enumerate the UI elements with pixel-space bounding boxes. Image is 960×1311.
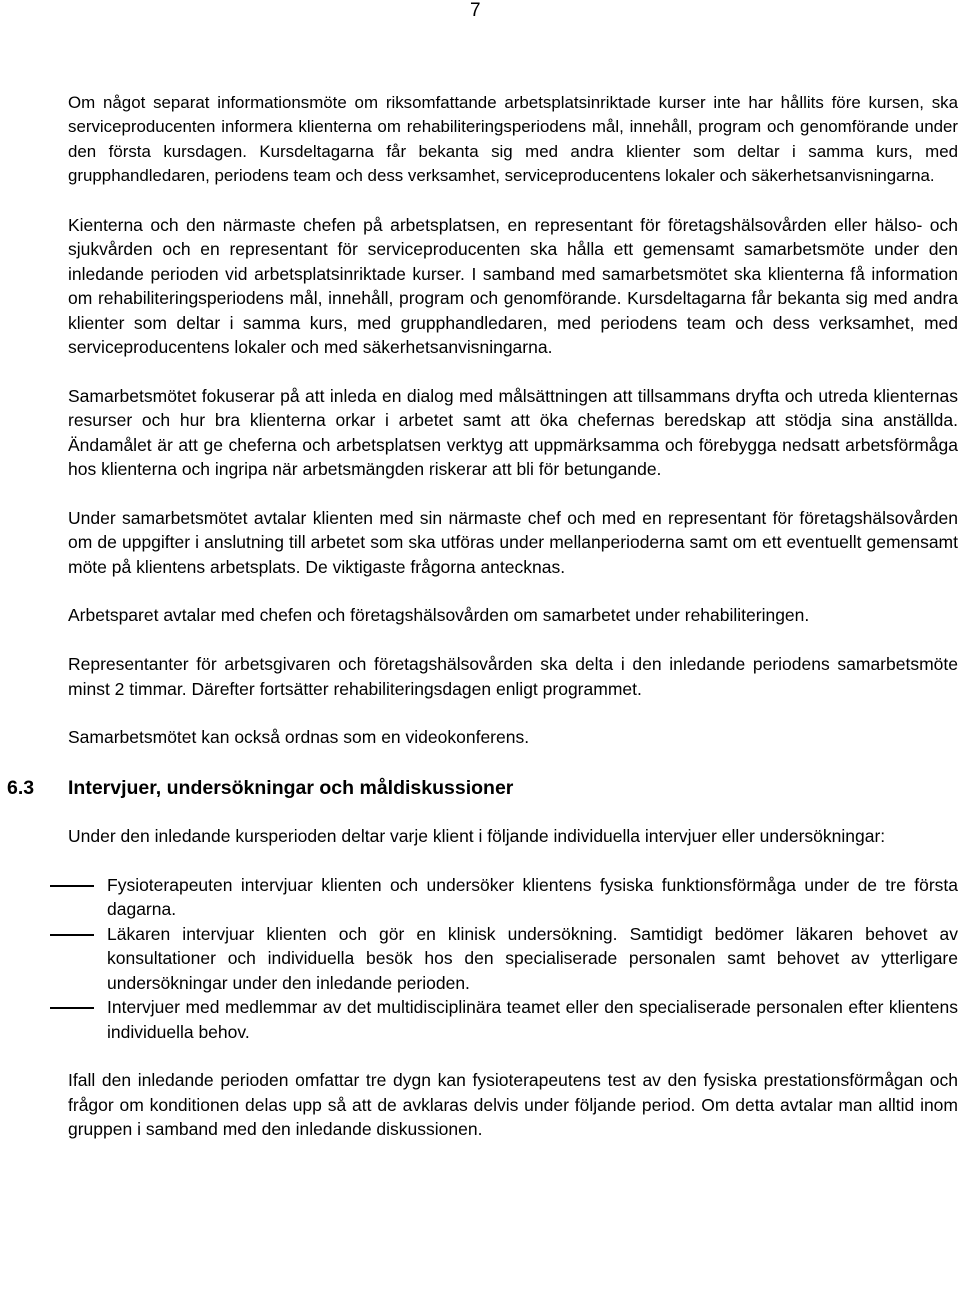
paragraph-meeting-focus: Samarbetsmötet fokuserar på att inleda en dialog med målsättningen att tillsammans dryfta och utreda klienternas resurser och hur bra klienterna orkar i arbetet samt att öka chefernas beredskap att stödja sina anställda. Ändamålet är att ge cheferna och arbetsplatsen verktyg att uppmärksamma och förebygga nedsatt arbetsförmåga hos klienterna och ingripa när arbetsmängden riskerar att bli för betungande. bbox=[68, 385, 958, 480]
interview-list bbox=[68, 873, 958, 1044]
paragraph-work-pair: Arbetsparet avtalar med chefen och företagshälsovården om samarbetet under rehabiliteringen. bbox=[68, 605, 810, 626]
paragraph-cooperation-meeting: Kienterna och den närmaste chefen på arbetsplatsen, en representant för företagshälsovården eller hälso- och sjukvården och en representant för serviceproducenten ska hålla ett gemensamt samarbetsmöte under den inledande perioden vid arbetsplatsinriktade kurser. I samband med samarbetsmötet ska klienterna få information om rehabiliteringsperiodens mål, innehåll, program och genomförande. Kursdeltagarna får bekanta sig med andra klienter som deltar i samma kurs, med grupphandledaren, med periodens team och dess verksamhet, med serviceproducentens lokaler och med säkerhetsanvisningarna. bbox=[68, 215, 958, 358]
section-intro: Under den inledande kursperioden deltar varje klient i följande individuella intervjuer eller undersökningar: bbox=[68, 826, 886, 847]
paragraph-information-meeting: Om något separat informationsmöte om riksomfattande arbetsplatsinriktade kurser inte har hållits före kursen, ska serviceproducenten informera klienterna om rehabiliteringsperiodens mål, innehåll, program och genomförande under den första kursdagen. Kursdeltagarna får bekanta sig med andra klienter som deltar i samma kurs, med grupphandledaren, periodens team och dess verksamhet, serviceproducentens lokaler och säkerhetsanvisningarna. bbox=[68, 93, 958, 186]
list-item bbox=[68, 995, 958, 1044]
paragraph-closing: Ifall den inledande perioden omfattar tre dygn kan fysioterapeutens test av den fysiska prestationsförmågan och frågor om konditionen delas upp så att de avklaras delvis under följande period. Om detta avtalar man alltid inom gruppen i samband med den inledande diskussionen. bbox=[68, 1070, 958, 1140]
document-body bbox=[7, 91, 958, 1166]
page-number: 7 bbox=[470, 0, 481, 21]
dash-bullet-icon bbox=[50, 885, 94, 887]
section-heading bbox=[7, 774, 958, 802]
list-item bbox=[68, 922, 958, 995]
paragraph-video-conference: Samarbetsmötet kan också ordnas som en videokonferens. bbox=[68, 727, 530, 748]
paragraph-representatives: Representanter för arbetsgivaren och företagshälsovården ska delta i den inledande periodens samarbetsmöte minst 2 timmar. Därefter fortsätter rehabiliteringsdagen enligt programmet. bbox=[68, 654, 958, 699]
list-item-text: Intervjuer med medlemmar av det multidisciplinära teamet eller den specialiserade personalen efter klientens individuella behov. bbox=[107, 997, 958, 1042]
list-item-text: Fysioterapeuten intervjuar klienten och undersöker klientens fysiska funktionsförmåga under de tre första dagarna. bbox=[107, 875, 958, 920]
dash-bullet-icon bbox=[50, 1007, 94, 1009]
section-number: 6.3 bbox=[7, 777, 35, 800]
dash-bullet-icon bbox=[50, 934, 94, 936]
section-title: Intervjuer, undersökningar och måldiskussioner bbox=[68, 777, 514, 800]
list-item bbox=[68, 873, 958, 922]
list-item-text: Läkaren intervjuar klienten och gör en klinisk undersökning. Samtidigt bedömer läkaren behovet av konsultationer och individuella besök hos den specialiserade personalen samt behovet av ytterligare undersökningar under den inledande perioden. bbox=[107, 923, 958, 993]
paragraph-meeting-agreements: Under samarbetsmötet avtalar klienten med sin närmaste chef och med en representant för företagshälsovården om de uppgifter i anslutning till arbetet som ska utföras under mellanperioderna samt om ett eventuellt gemensamt möte på klientens arbetsplats. De viktigaste frågorna antecknas. bbox=[68, 507, 958, 577]
